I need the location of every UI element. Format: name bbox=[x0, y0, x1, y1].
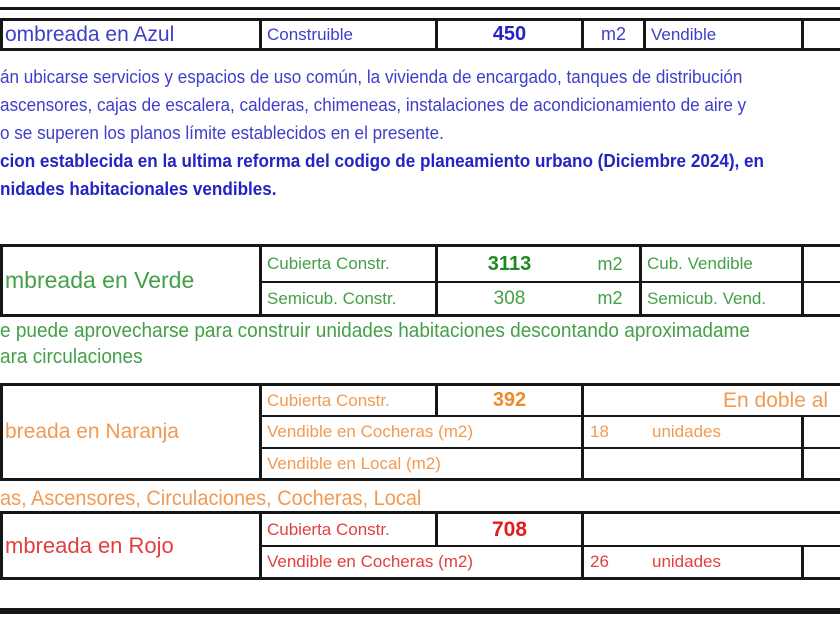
naranja-header-label: breada en Naranja bbox=[5, 420, 179, 443]
table-verde bbox=[0, 244, 840, 317]
azul-row-value2 bbox=[804, 21, 840, 48]
verde-row-value2 bbox=[804, 283, 840, 314]
verde-row-value: 308 bbox=[493, 287, 526, 309]
verde-row-value-cell bbox=[438, 283, 639, 314]
naranja-row-value: 392 bbox=[438, 386, 581, 415]
verde-row-label2: Cub. Vendible bbox=[642, 247, 801, 281]
bottom-thick-gridline bbox=[0, 608, 840, 614]
rojo-row-wide-cell bbox=[584, 514, 840, 545]
azul-note-line-bold: nidades habitacionales vendibles. bbox=[0, 179, 277, 199]
verde-header-label: mbreada en Verde bbox=[5, 267, 195, 293]
azul-row-unit: m2 bbox=[584, 21, 643, 48]
top-gridline bbox=[0, 7, 840, 10]
azul-row-label: Construible bbox=[262, 21, 435, 48]
table-rojo bbox=[0, 511, 840, 580]
rojo-header-label: mbreada en Rojo bbox=[5, 532, 174, 558]
rojo-section-header bbox=[3, 514, 259, 577]
naranja-row-extra bbox=[804, 417, 840, 447]
azul-header-label: ombreada en Azul bbox=[5, 22, 175, 46]
azul-row-value: 450 bbox=[438, 21, 581, 48]
rojo-row-extra bbox=[804, 547, 840, 577]
verde-note-line: ara circulaciones bbox=[0, 346, 143, 368]
verde-row-label: Cubierta Constr. bbox=[262, 247, 435, 281]
azul-row-label2: Vendible bbox=[646, 21, 801, 48]
verde-row-value2 bbox=[804, 247, 840, 281]
verde-row-value-cell bbox=[438, 247, 639, 281]
verde-row-unit: m2 bbox=[597, 288, 623, 308]
naranja-section-header bbox=[3, 386, 259, 478]
naranja-list-note: as, Ascensores, Circulaciones, Cocheras, Local bbox=[0, 487, 422, 510]
naranja-row-qty: 18 bbox=[590, 422, 609, 441]
table-azul bbox=[0, 18, 840, 51]
table-naranja bbox=[0, 383, 840, 481]
naranja-row-label: Vendible en Local (m2) bbox=[262, 449, 581, 478]
verde-row-value: 3113 bbox=[487, 252, 532, 275]
naranja-row-extra bbox=[804, 449, 840, 478]
azul-note-line: o se superen los planos límite establecidos en el presente. bbox=[0, 123, 444, 143]
verde-row-unit: m2 bbox=[597, 253, 623, 274]
azul-section-header bbox=[3, 21, 259, 48]
rojo-row-value: 708 bbox=[438, 514, 581, 545]
azul-note-line-bold: cion establecida en la ultima reforma del codigo de planeamiento urbano (Diciembre 2024), en bbox=[0, 151, 765, 171]
verde-note-line: e puede aprovecharse para construir unidades habitaciones descontando aproximadame bbox=[0, 320, 750, 342]
naranja-row-label: Vendible en Cocheras (m2) bbox=[262, 417, 581, 447]
naranja-row-wide-note: En doble al bbox=[584, 386, 840, 415]
rojo-row-label: Vendible en Cocheras (m2) bbox=[262, 547, 581, 577]
rojo-row-label: Cubierta Constr. bbox=[262, 514, 435, 545]
verde-row-label: Semicub. Constr. bbox=[262, 283, 435, 314]
rojo-row-qty: 26 bbox=[590, 552, 609, 571]
naranja-row-qty-cell bbox=[584, 449, 801, 478]
azul-note-line: án ubicarse servicios y espacios de uso común, la vivienda de encargado, tanques de distribución bbox=[0, 67, 743, 87]
verde-row-label2: Semicub. Vend. bbox=[642, 283, 801, 314]
azul-note-line: ascensores, cajas de escalera, calderas, chimeneas, instalaciones de acondicionamiento de aire y bbox=[0, 95, 747, 115]
rojo-row-qty-cell bbox=[584, 547, 801, 577]
naranja-row-qty-unit: unidades bbox=[652, 422, 722, 441]
verde-section-header bbox=[3, 247, 259, 314]
naranja-row-label: Cubierta Constr. bbox=[262, 386, 435, 415]
naranja-row-qty-cell bbox=[584, 417, 801, 447]
rojo-row-qty-unit: unidades bbox=[652, 552, 722, 571]
